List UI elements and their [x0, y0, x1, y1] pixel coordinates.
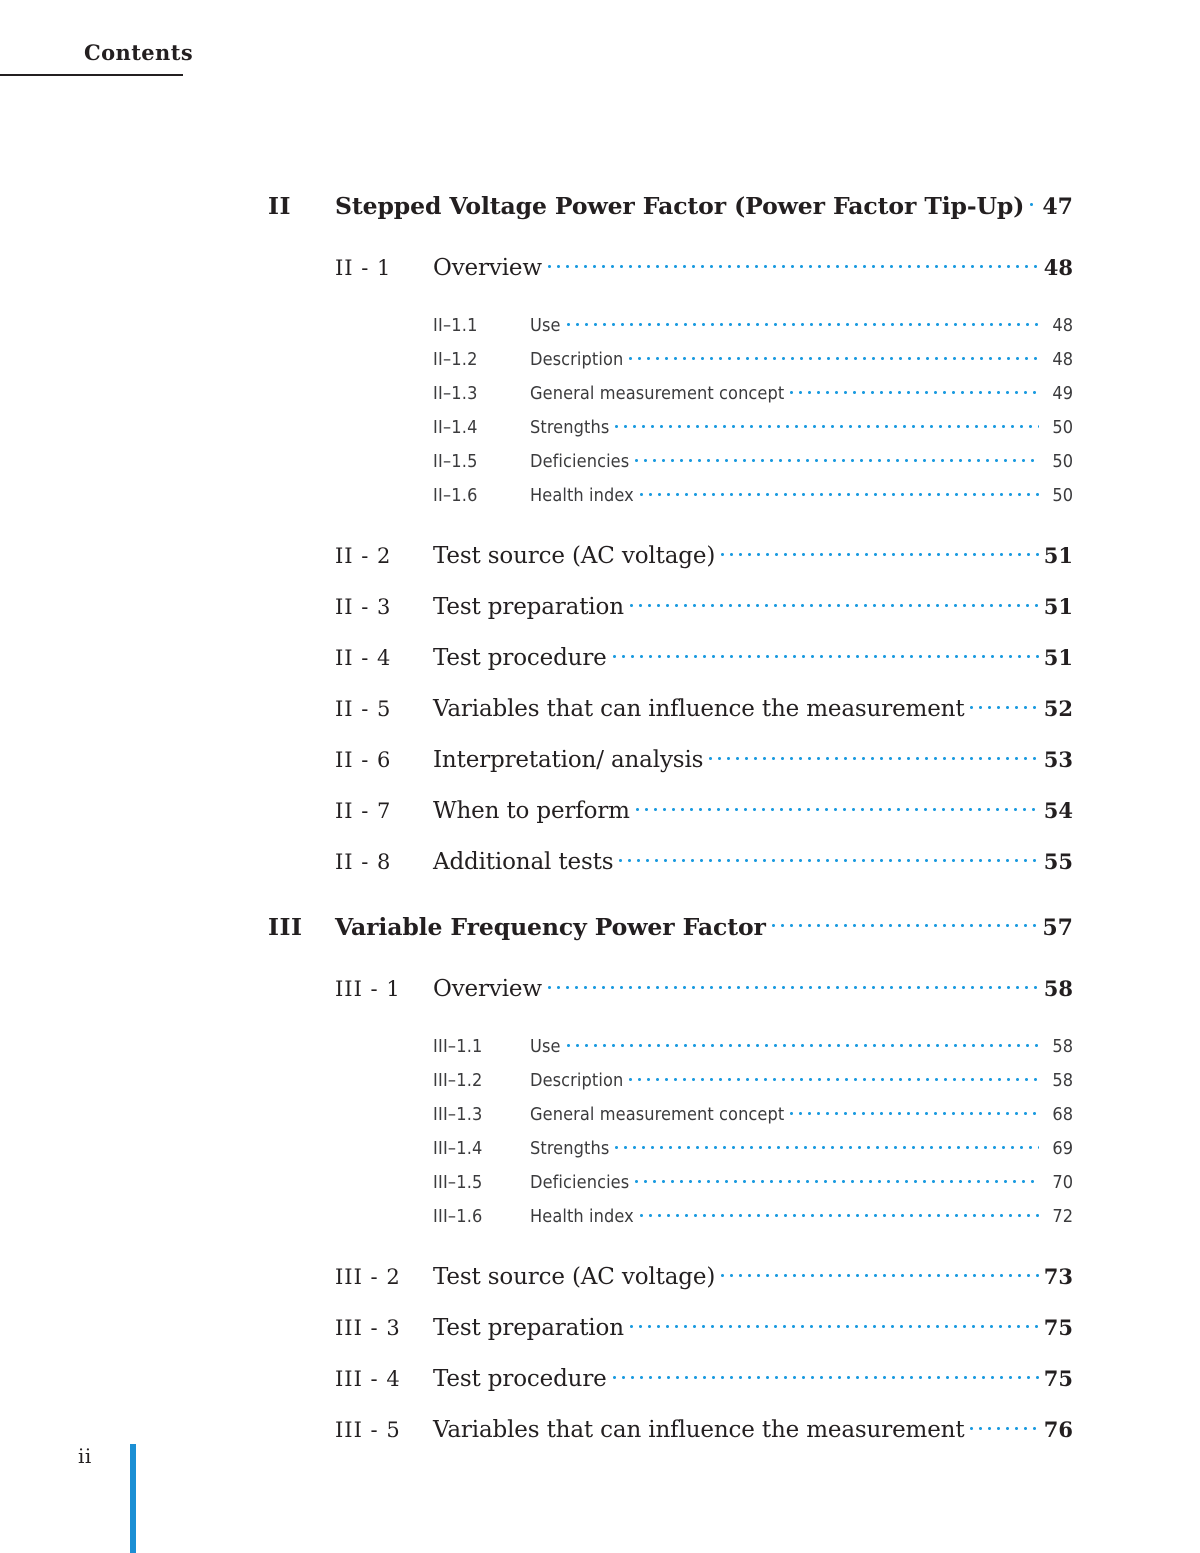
toc-entry-number: III - 2: [335, 1265, 401, 1289]
toc-entry-title: When to perform: [433, 798, 630, 824]
toc-entry-page-number: 72: [1052, 1206, 1073, 1227]
toc-entry-page-number: 69: [1052, 1138, 1073, 1159]
toc-dot-leader: [634, 483, 1039, 501]
toc-entry-number: II–1.3: [433, 383, 478, 404]
toc-entry-level-2[interactable]: [0, 693, 1200, 744]
toc-entry-number: III - 3: [335, 1316, 401, 1340]
toc-entry-title: Test preparation: [433, 1315, 624, 1341]
toc-entry-level-3[interactable]: [0, 1136, 1200, 1170]
toc-entry-title: Description: [530, 349, 624, 370]
toc-dot-leader: [561, 313, 1039, 331]
toc-entry-title: Overview: [433, 976, 542, 1002]
toc-entry-title: Deficiencies: [530, 451, 630, 472]
toc-dot-leader: [623, 1068, 1039, 1086]
toc-entry-level-2[interactable]: [0, 1312, 1200, 1363]
toc-dot-leader: [542, 252, 1039, 275]
group-spacer: [0, 517, 1200, 540]
table-of-contents: [0, 190, 1200, 1465]
toc-dot-leader: [542, 973, 1039, 996]
toc-entry-title: General measurement concept: [530, 1104, 785, 1125]
toc-entry-number: II–1.5: [433, 451, 478, 472]
toc-entry-page-number: 58: [1052, 1070, 1073, 1091]
toc-entry-page-number: 53: [1043, 747, 1073, 772]
toc-entry-title: General measurement concept: [530, 383, 785, 404]
toc-entry-level-3[interactable]: [0, 1102, 1200, 1136]
toc-entry-level-3[interactable]: [0, 1034, 1200, 1068]
toc-entry-number: III–1.4: [433, 1138, 483, 1159]
page-folio: ii: [78, 1444, 92, 1468]
running-header-label: Contents: [84, 40, 194, 65]
toc-entry-number: III - 4: [335, 1367, 401, 1391]
toc-entry-title: Interpretation/ analysis: [433, 747, 704, 773]
toc-dot-leader: [1024, 190, 1039, 214]
toc-entry-level-2[interactable]: [0, 1261, 1200, 1312]
toc-dot-leader: [624, 591, 1039, 614]
toc-entry-page-number: 50: [1052, 485, 1073, 506]
toc-entry-title: Variables that can influence the measurement: [433, 1417, 965, 1443]
toc-dot-leader: [607, 642, 1039, 665]
toc-entry-page-number: 57: [1042, 914, 1073, 941]
toc-entry-level-3[interactable]: [0, 381, 1200, 415]
toc-entry-number: III - 5: [335, 1418, 401, 1442]
toc-entry-level-3[interactable]: [0, 1204, 1200, 1238]
toc-entry-title: Stepped Voltage Power Factor (Power Factor Tip-Up): [335, 191, 1025, 220]
toc-entry-number: II - 6: [335, 748, 392, 772]
toc-entry-number: II - 3: [335, 595, 392, 619]
toc-entry-page-number: 55: [1043, 849, 1073, 874]
section-spacer: [0, 897, 1200, 911]
toc-entry-title: Description: [530, 1070, 624, 1091]
toc-entry-number: II: [268, 191, 291, 220]
toc-entry-level-2[interactable]: [0, 1363, 1200, 1414]
toc-entry-title: Variables that can influence the measurement: [433, 696, 965, 722]
toc-entry-title: Use: [530, 1036, 561, 1057]
toc-entry-number: III: [268, 912, 303, 941]
toc-entry-page-number: 51: [1043, 543, 1073, 568]
toc-entry-number: II–1.2: [433, 349, 478, 370]
toc-entry-page-number: 47: [1042, 193, 1073, 220]
toc-entry-number: III–1.1: [433, 1036, 483, 1057]
toc-entry-page-number: 76: [1043, 1417, 1073, 1442]
toc-entry-number: III–1.2: [433, 1070, 483, 1091]
toc-dot-leader: [623, 347, 1039, 365]
toc-entry-level-3[interactable]: [0, 415, 1200, 449]
toc-dot-leader: [607, 1363, 1039, 1386]
toc-entry-number: II - 4: [335, 646, 392, 670]
toc-entry-title: Test procedure: [433, 1366, 607, 1392]
toc-entry-page-number: 52: [1043, 696, 1073, 721]
group-spacer: [0, 303, 1200, 313]
toc-entry-title: Test source (AC voltage): [433, 543, 716, 569]
toc-dot-leader: [784, 1102, 1039, 1120]
toc-entry-level-3[interactable]: [0, 347, 1200, 381]
toc-entry-title: Strengths: [530, 1138, 610, 1159]
toc-dot-leader: [715, 540, 1039, 563]
toc-dot-leader: [613, 846, 1039, 869]
toc-entry-level-1[interactable]: [0, 190, 1200, 242]
toc-dot-leader: [964, 1414, 1039, 1437]
toc-entry-page-number: 58: [1052, 1036, 1073, 1057]
toc-entry-title: Test procedure: [433, 645, 607, 671]
toc-entry-title: Test source (AC voltage): [433, 1264, 716, 1290]
toc-entry-number: III–1.3: [433, 1104, 483, 1125]
toc-entry-number: II - 2: [335, 544, 392, 568]
toc-dot-leader: [630, 795, 1039, 818]
toc-entry-number: III–1.5: [433, 1172, 483, 1193]
toc-entry-number: II - 1: [335, 256, 392, 280]
toc-entry-level-2[interactable]: [0, 744, 1200, 795]
toc-dot-leader: [715, 1261, 1039, 1284]
toc-entry-page-number: 48: [1043, 255, 1073, 280]
running-header: [0, 40, 194, 76]
toc-entry-number: III - 1: [335, 977, 401, 1001]
toc-entry-number: III–1.6: [433, 1206, 483, 1227]
toc-entry-level-2[interactable]: [0, 252, 1200, 303]
toc-entry-number: II–1.4: [433, 417, 478, 438]
toc-entry-page-number: 75: [1043, 1366, 1073, 1391]
toc-entry-title: Test preparation: [433, 594, 624, 620]
toc-entry-number: II - 5: [335, 697, 392, 721]
toc-entry-level-2[interactable]: [0, 846, 1200, 897]
toc-entry-page-number: 73: [1043, 1264, 1073, 1289]
toc-entry-page-number: 51: [1043, 594, 1073, 619]
toc-entry-level-3[interactable]: [0, 1068, 1200, 1102]
toc-dot-leader: [766, 911, 1039, 935]
toc-entry-title: Health index: [530, 485, 634, 506]
toc-entry-title: Overview: [433, 255, 542, 281]
toc-dot-leader: [609, 415, 1039, 433]
toc-entry-level-3[interactable]: [0, 1170, 1200, 1204]
toc-entry-level-2[interactable]: [0, 795, 1200, 846]
toc-entry-title: Strengths: [530, 417, 610, 438]
toc-dot-leader: [703, 744, 1039, 767]
toc-entry-title: Additional tests: [433, 849, 614, 875]
group-spacer: [0, 1024, 1200, 1034]
toc-dot-leader: [609, 1136, 1039, 1154]
toc-entry-page-number: 48: [1052, 315, 1073, 336]
toc-entry-page-number: 58: [1043, 976, 1073, 1001]
toc-entry-number: II - 8: [335, 850, 392, 874]
toc-entry-level-3[interactable]: [0, 449, 1200, 483]
toc-entry-page-number: 49: [1052, 383, 1073, 404]
toc-dot-leader: [784, 381, 1039, 399]
toc-dot-leader: [624, 1312, 1039, 1335]
toc-dot-leader: [561, 1034, 1039, 1052]
toc-entry-number: II - 7: [335, 799, 392, 823]
toc-entry-title: Use: [530, 315, 561, 336]
toc-entry-level-2[interactable]: [0, 642, 1200, 693]
toc-entry-title: Variable Frequency Power Factor: [335, 912, 766, 941]
toc-entry-level-2[interactable]: [0, 1414, 1200, 1465]
page-edge-accent-bar: [130, 1444, 136, 1553]
toc-entry-level-2[interactable]: [0, 591, 1200, 642]
toc-entry-level-3[interactable]: [0, 313, 1200, 347]
toc-entry-number: II–1.1: [433, 315, 478, 336]
toc-dot-leader: [629, 1170, 1039, 1188]
group-spacer: [0, 1238, 1200, 1261]
toc-dot-leader: [964, 693, 1039, 716]
toc-entry-page-number: 48: [1052, 349, 1073, 370]
group-spacer: [0, 963, 1200, 973]
toc-entry-level-2[interactable]: [0, 540, 1200, 591]
toc-dot-leader: [629, 449, 1039, 467]
toc-entry-page-number: 75: [1043, 1315, 1073, 1340]
group-spacer: [0, 242, 1200, 252]
toc-entry-title: Health index: [530, 1206, 634, 1227]
toc-entry-level-1[interactable]: [0, 911, 1200, 963]
toc-entry-number: II–1.6: [433, 485, 478, 506]
toc-entry-page-number: 70: [1052, 1172, 1073, 1193]
toc-entry-title: Deficiencies: [530, 1172, 630, 1193]
toc-entry-page-number: 68: [1052, 1104, 1073, 1125]
toc-entry-page-number: 50: [1052, 417, 1073, 438]
toc-entry-page-number: 50: [1052, 451, 1073, 472]
toc-entry-level-2[interactable]: [0, 973, 1200, 1024]
toc-entry-page-number: 54: [1043, 798, 1073, 823]
toc-entry-page-number: 51: [1043, 645, 1073, 670]
toc-dot-leader: [634, 1204, 1039, 1222]
toc-entry-level-3[interactable]: [0, 483, 1200, 517]
